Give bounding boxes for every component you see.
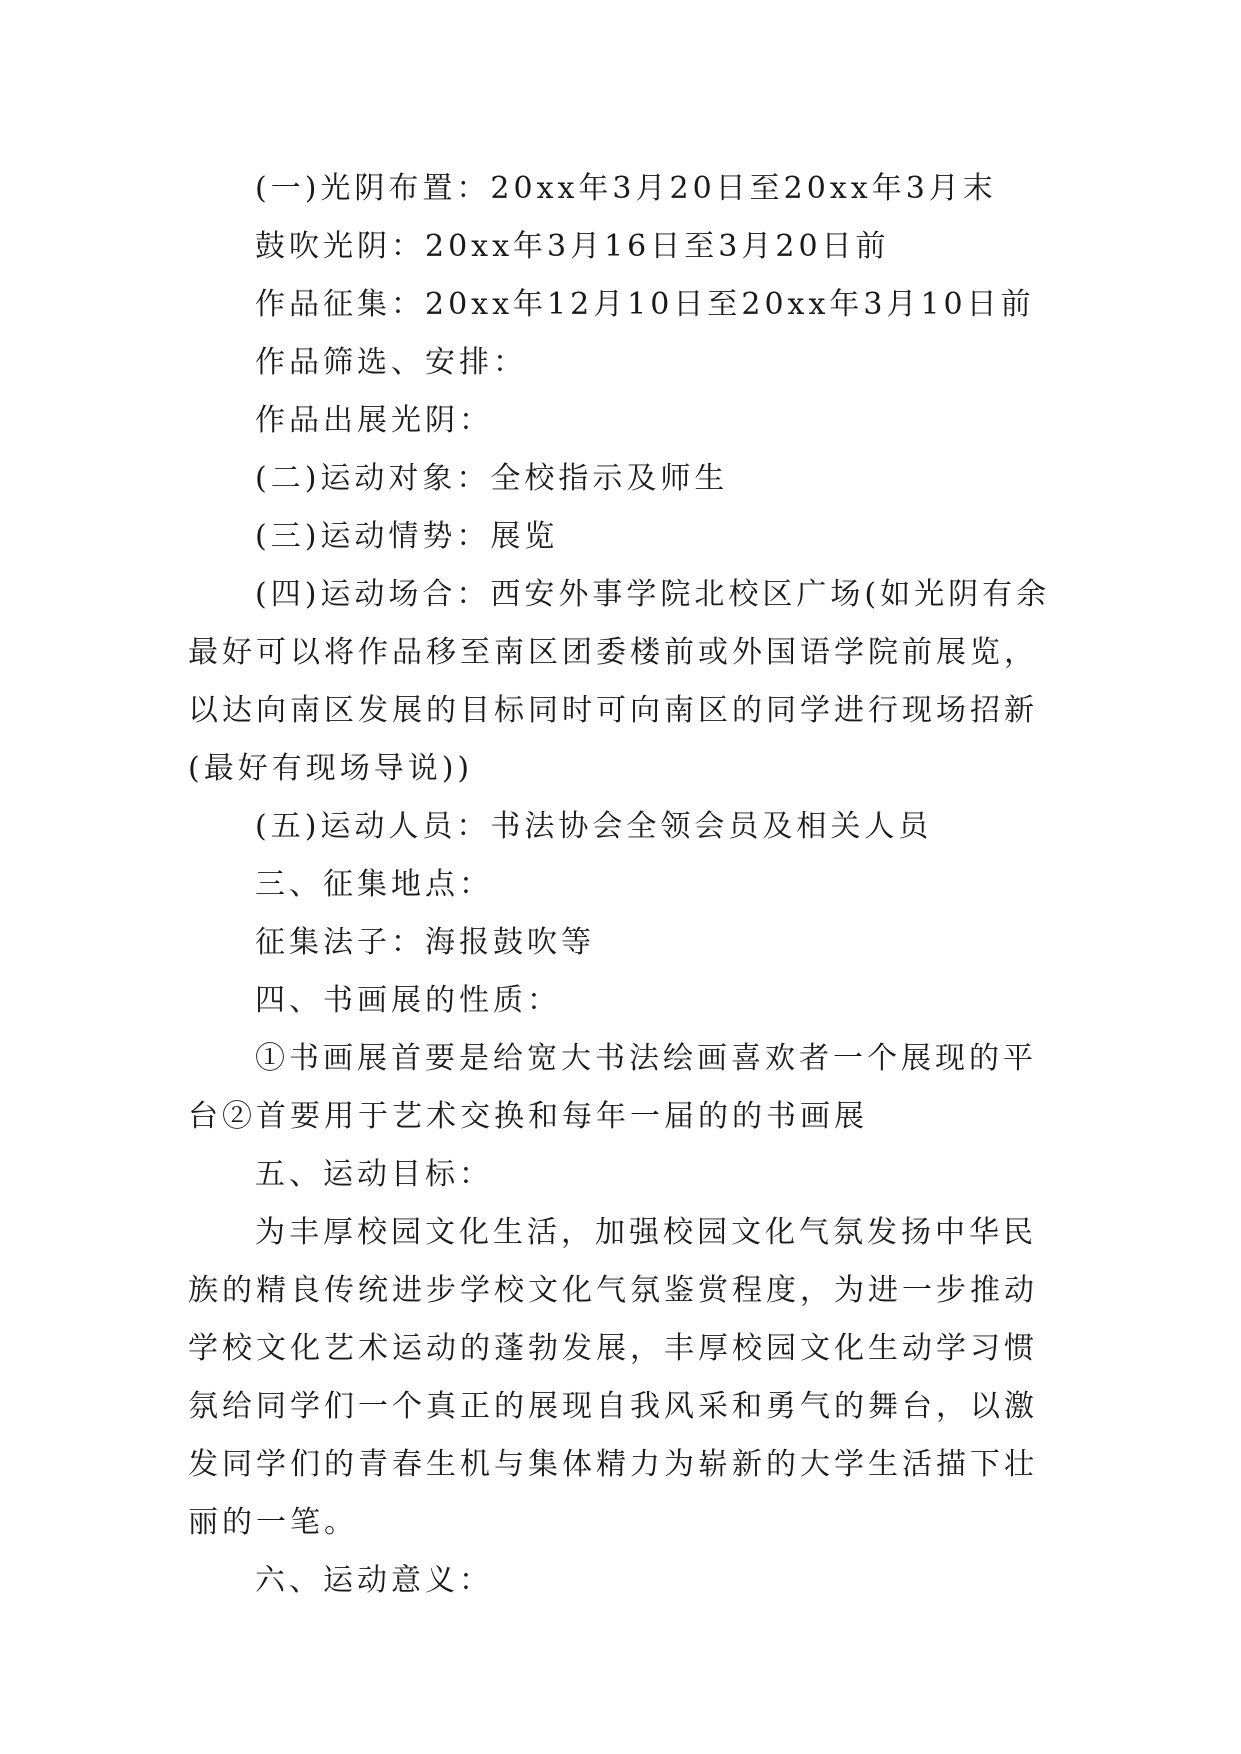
- paragraph: 作品出展光阴：: [255, 403, 493, 438]
- section-heading: 六、运动意义：: [255, 1563, 493, 1598]
- paragraph: (一)光阴布置：20xx年3月20日至20xx年3月末: [255, 171, 997, 206]
- paragraph: 鼓吹光阴：20xx年3月16日至3月20日前: [255, 229, 890, 264]
- paragraph: (二)运动对象：全校指示及师生: [255, 461, 729, 496]
- section-heading: 三、征集地点：: [255, 867, 493, 902]
- paragraph: (四)运动场合：西安外事学院北校区广场(如光阴有余最好可以将作品移至南区团委楼前或外国语学院前展览，以达向南区发展的目标同时可向南区的同学进行现场招新(最好有现场导说)): [188, 577, 1051, 786]
- section-heading: 四、书画展的性质：: [255, 983, 561, 1018]
- paragraph: 征集法子：海报鼓吹等: [255, 925, 595, 960]
- paragraph: ①书画展首要是给宽大书法绘画喜欢者一个展现的平台②首要用于艺术交换和每年一届的的书画展: [188, 1041, 1037, 1134]
- paragraph: 为丰厚校园文化生活，加强校园文化气氛发扬中华民族的精良传统进步学校文化气氛鉴赏程度，为进一步推动学校文化艺术运动的蓬勃发展，丰厚校园文化生动学习惯氛给同学们一个真正的展现自我风采和勇气的舞台，以激发同学们的青春生机与集体精力为崭新的大学生活描下壮丽的一笔。: [188, 1215, 1038, 1540]
- paragraph: 作品筛选、安排：: [255, 345, 527, 380]
- paragraph: (五)运动人员：书法协会全领会员及相关人员: [255, 809, 933, 844]
- paragraph: (三)运动情势：展览: [255, 519, 559, 554]
- document-body: [188, 160, 1063, 1610]
- section-heading: 五、运动目标：: [255, 1157, 493, 1192]
- paragraph: 作品征集：20xx年12月10日至20xx年3月10日前: [255, 287, 1035, 322]
